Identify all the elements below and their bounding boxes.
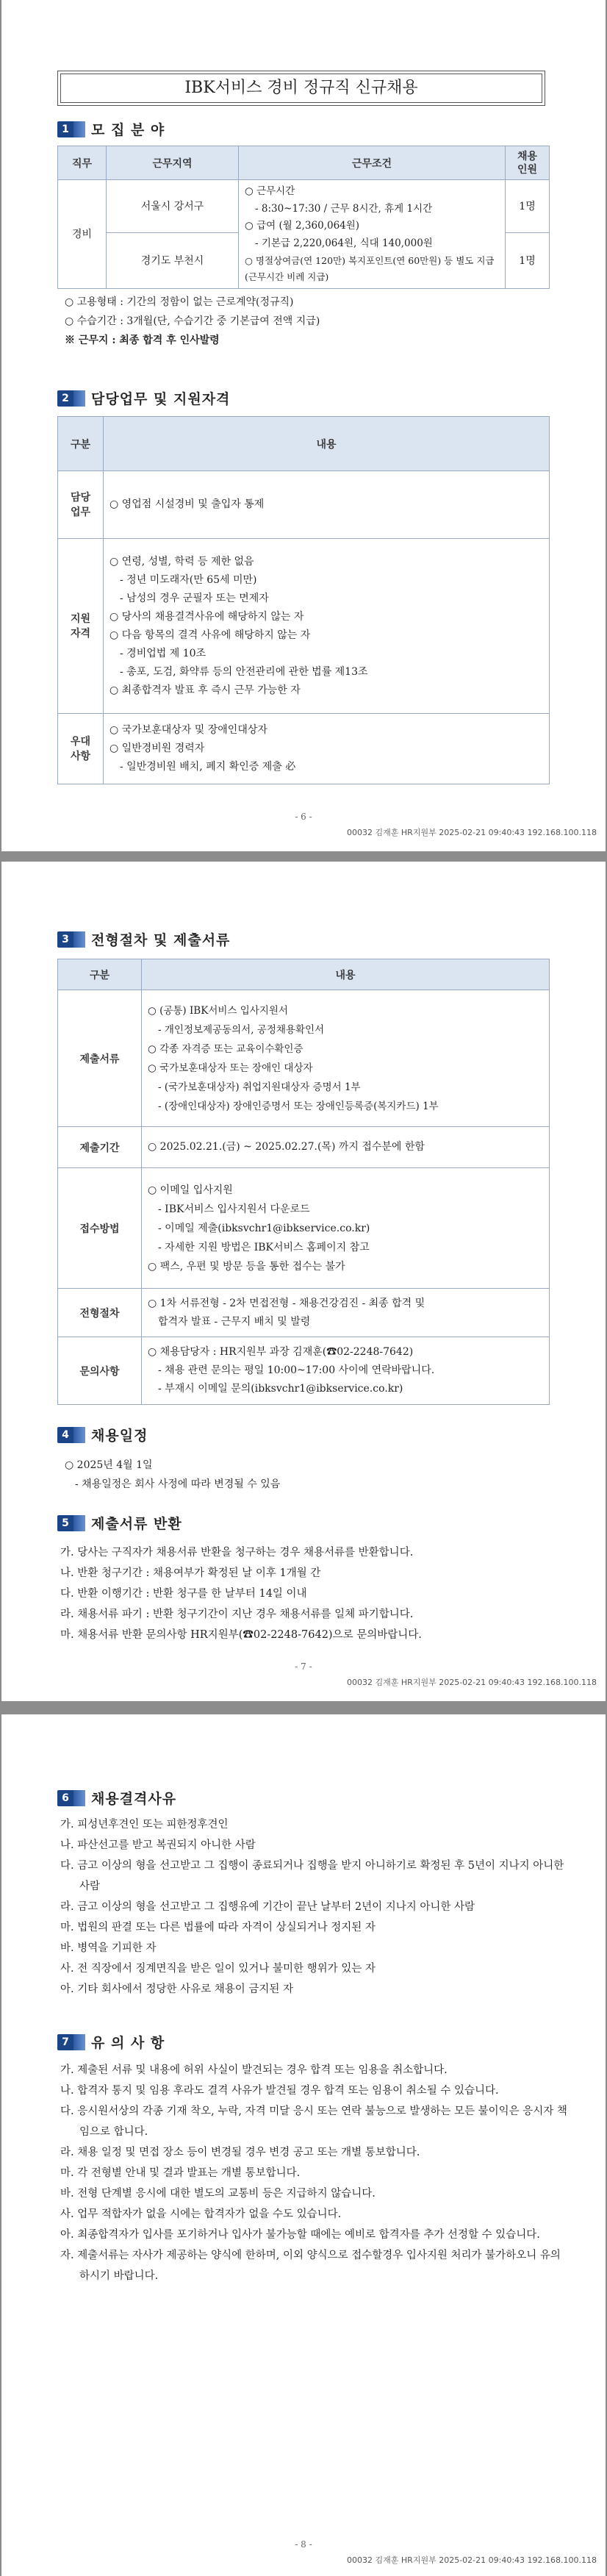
return-item: 라. 채용서류 파기 : 반환 청구기간이 지난 경우 채용서류를 일체 파기합니다. xyxy=(60,1609,414,1620)
duty-table xyxy=(57,416,550,784)
pref-line: ○ 일반경비원 경력자 xyxy=(109,743,205,754)
page-number: - 7 - xyxy=(295,1661,312,1672)
page-7 xyxy=(1,862,606,1701)
caution-item: 바. 전형 단계별 응시에 대한 별도의 교통비 등은 지급하지 않습니다. xyxy=(60,2188,376,2200)
pref-line: - 일반경비원 배치, 폐지 확인증 제출 必 xyxy=(120,761,296,773)
method-cell xyxy=(142,1168,550,1289)
caution-item: 다. 응시원서상의 각종 기재 착오, 누락, 자격 미달 응시 또는 연락 불능으로 발생하는 모든 불이익은 응시자 책임으로 합니다. xyxy=(60,2105,567,2138)
inquiry-line: ○ 채용담당자 : HR지원부 과장 김재훈(☎02-2248-7642) xyxy=(148,1346,414,1358)
note-line: ※ 근무지 : 최종 합격 후 인사발령 xyxy=(65,334,220,346)
return-item: 마. 채용서류 반환 문의사항 HR지원부(☎02-2248-7642)으로 문의바랍니다. xyxy=(60,1629,422,1641)
section-label: 제출서류 반환 xyxy=(91,1516,182,1532)
schedule-line: - 채용일정은 회사 사정에 따라 변경될 수 있음 xyxy=(75,1478,281,1490)
inquiry-line: - 채용 관련 문의는 평일 10:00~17:00 사이에 연락바랍니다. xyxy=(158,1364,435,1376)
row-label-duty: 담당 업무 xyxy=(58,471,104,539)
section-tag-icon xyxy=(73,1515,85,1531)
docs-line: - 개인정보제공동의서, 공정채용확인서 xyxy=(158,1023,325,1036)
section-heading-1 xyxy=(57,119,165,139)
section-tag-icon xyxy=(73,1427,85,1443)
docs-cell xyxy=(142,990,550,1127)
qual-line: ○ 연령, 성별, 학력 등 제한 없음 xyxy=(109,555,254,568)
notes-block xyxy=(65,293,320,350)
section-heading-3 xyxy=(57,929,230,949)
row-label-inquiry: 문의사항 xyxy=(58,1337,142,1405)
disq-item: 다. 금고 이상의 형을 선고받고 그 집행이 종료되거나 집행을 받지 아니하기로 확정된 후 5년이 지나지 아니한 사람 xyxy=(60,1860,564,1892)
section-number: 3 xyxy=(57,931,73,948)
row-label-method: 접수방법 xyxy=(58,1168,142,1289)
duty-line: ○ 영업점 시설경비 및 출입자 통제 xyxy=(109,498,265,511)
section-tag-icon xyxy=(73,931,85,948)
procedure-line: 합격자 발표 - 근무지 배치 및 발령 xyxy=(158,1315,311,1328)
qual-line: ○ 최종합격자 발표 후 즉시 근무 가능한 자 xyxy=(109,684,301,696)
condition-line: ○ 급여 (월 2,360,064원) xyxy=(245,220,360,232)
caution-item: 자. 제출서류는 자사가 제공하는 양식에 한하며, 이외 양식으로 접수할경우 입사지원 처리가 불가하오니 유의하시기 바랍니다. xyxy=(60,2250,561,2282)
caution-item: 가. 제출된 서류 및 내용에 허위 사실이 발견되는 경우 합격 또는 임용을 취소합니다. xyxy=(60,2064,448,2076)
section-tag-icon xyxy=(73,390,85,407)
schedule-block xyxy=(65,1456,280,1494)
section-heading-2 xyxy=(57,388,230,408)
th-region: 근무지역 xyxy=(107,146,239,180)
return-list xyxy=(60,1542,567,1645)
period-cell: ○ 2025.02.21.(금) ~ 2025.02.27.(목) 까지 접수분에 한함 xyxy=(142,1127,550,1168)
recruit-table xyxy=(57,146,550,289)
section-label: 모 집 분 야 xyxy=(91,122,165,138)
region-cell: 서울시 강서구 xyxy=(107,180,239,233)
condition-line: ○ 근무시간 xyxy=(245,185,295,197)
section-label: 채용결격사유 xyxy=(91,1791,177,1807)
qual-line: ○ 다음 항목의 결격 사유에 해당하지 않는 자 xyxy=(109,629,311,641)
qual-line: - 총포, 도검, 화약류 등의 안전관리에 관한 법률 제13조 xyxy=(120,665,368,678)
th-category: 구분 xyxy=(58,959,142,990)
pref-cell xyxy=(104,714,550,784)
row-label-docs: 제출서류 xyxy=(58,990,142,1127)
method-line: ○ 팩스, 우편 및 방문 등을 통한 접수는 불가 xyxy=(148,1260,345,1273)
count-cell: 1명 xyxy=(506,180,550,233)
disq-item: 사. 전 직장에서 징계면직을 받은 일이 있거나 불미한 행위가 있는 자 xyxy=(60,1963,376,1975)
docs-line: - (국가보훈대상자) 취업지원대상자 증명서 1부 xyxy=(158,1081,361,1093)
th-count: 채용 인원 xyxy=(506,146,550,180)
disq-item: 아. 기타 회사에서 정당한 사유로 채용이 금지된 자 xyxy=(60,1983,294,1995)
row-label-period: 제출기간 xyxy=(58,1127,142,1168)
qual-line: ○ 당사의 채용결격사유에 해당하지 않는 자 xyxy=(109,610,304,623)
disq-item: 가. 피성년후견인 또는 피한정후견인 xyxy=(60,1819,229,1831)
page-title: IBK서비스 경비 정규직 신규채용 xyxy=(57,71,545,106)
th-job: 직무 xyxy=(58,146,107,180)
docs-line: ○ 각종 자격증 또는 교육이수확인증 xyxy=(148,1042,304,1055)
section-number: 1 xyxy=(57,121,73,137)
procedure-cell xyxy=(142,1289,550,1337)
pref-line: ○ 국가보훈대상자 및 장애인대상자 xyxy=(109,724,267,736)
section-number: 2 xyxy=(57,390,73,407)
row-label-qual: 지원 자격 xyxy=(58,539,104,714)
row-label-pref: 우대 사항 xyxy=(58,714,104,784)
section-tag-icon xyxy=(73,121,85,137)
disq-item: 나. 파산선고를 받고 복권되지 아니한 사람 xyxy=(60,1839,256,1851)
duty-cell xyxy=(104,471,550,539)
method-line: - IBK서비스 입사지원서 다운로드 xyxy=(158,1203,310,1215)
qual-line: - 경비업법 제 10조 xyxy=(120,647,206,659)
disq-item: 마. 법원의 판결 또는 다른 법률에 따라 자격이 상실되거나 정지된 자 xyxy=(60,1922,376,1933)
caution-item: 사. 업무 적합자가 없을 시에는 합격자가 없을 수도 있습니다. xyxy=(60,2208,342,2220)
schedule-line: ○ 2025년 4월 1일 xyxy=(65,1459,153,1471)
conditions-cell xyxy=(239,180,506,289)
section-heading-4 xyxy=(57,1425,148,1445)
section-tag-icon xyxy=(73,2034,85,2050)
disq-item: 라. 금고 이상의 형을 선고받고 그 집행유예 기간이 끝난 날부터 2년이 지나지 아니한 사람 xyxy=(60,1901,475,1913)
row-label-procedure: 전형절차 xyxy=(58,1289,142,1337)
inquiry-line: - 부재시 이메일 문의(ibksvchr1@ibkservice.co.kr) xyxy=(158,1383,403,1395)
caution-item: 나. 합격자 통지 및 임용 후라도 결격 사유가 발견될 경우 합격 또는 임용이 취소될 수 있습니다. xyxy=(60,2085,499,2097)
note-line: ○ 수습기간 : 3개월(단, 수습기간 중 기본급여 전액 지급) xyxy=(65,315,320,327)
disqualification-list xyxy=(60,1814,567,2000)
process-table xyxy=(57,959,550,1405)
region-cell: 경기도 부천시 xyxy=(107,232,239,288)
section-number: 7 xyxy=(57,2034,73,2050)
note-line: ○ 고용형태 : 기간의 정함이 없는 근로계약(정규직) xyxy=(65,296,294,308)
section-heading-7 xyxy=(57,2032,165,2052)
inquiry-cell xyxy=(142,1337,550,1405)
section-number: 5 xyxy=(57,1515,73,1531)
section-label: 전형절차 및 제출서류 xyxy=(91,932,231,948)
section-label: 유 의 사 항 xyxy=(91,2035,165,2051)
watermark: 00032 김재훈 HR지원부 2025-02-21 09:40:43 192.168.100.118 xyxy=(347,1678,597,1687)
caution-list xyxy=(60,2060,567,2286)
qual-line: - 남성의 경우 군필자 또는 면제자 xyxy=(120,592,269,604)
th-conditions: 근무조건 xyxy=(239,146,506,180)
caution-item: 마. 각 전형별 안내 및 결과 발표는 개별 통보합니다. xyxy=(60,2167,301,2179)
section-number: 4 xyxy=(57,1427,73,1443)
th-content: 내용 xyxy=(142,959,550,990)
section-heading-6 xyxy=(57,1788,176,1808)
qual-line: - 정년 미도래자(만 65세 미만) xyxy=(120,573,257,586)
count-cell: 1명 xyxy=(506,232,550,288)
page-number: - 8 - xyxy=(295,2539,312,2550)
section-number: 6 xyxy=(57,1790,73,1806)
section-label: 담당업무 및 지원자격 xyxy=(91,391,231,407)
section-label: 채용일정 xyxy=(91,1428,148,1444)
page-6 xyxy=(1,0,606,851)
th-category: 구분 xyxy=(58,417,104,471)
watermark: 00032 김재훈 HR지원부 2025-02-21 09:40:43 192.168.100.118 xyxy=(347,2555,597,2565)
job-cell: 경비 xyxy=(58,180,107,289)
qual-cell xyxy=(104,539,550,714)
return-item: 나. 반환 청구기간 : 채용여부가 확정된 날 이후 1개월 간 xyxy=(60,1567,321,1579)
page-8 xyxy=(1,1714,606,2576)
caution-item: 라. 채용 일정 및 면접 장소 등이 변경될 경우 변경 공고 또는 개별 통보합니다. xyxy=(60,2147,420,2158)
method-line: - 이메일 제출(ibksvchr1@ibkservice.co.kr) xyxy=(158,1222,370,1234)
docs-line: ○ 국가보훈대상자 또는 장애인 대상자 xyxy=(148,1062,313,1074)
return-item: 가. 당사는 구직자가 채용서류 반환을 청구하는 경우 채용서류를 반환합니다. xyxy=(60,1547,414,1559)
condition-line: - 기본급 2,220,064원, 식대 140,000원 xyxy=(255,237,433,249)
docs-line: - (장애인대상자) 장애인증명서 또는 장애인등록증(복지카드) 1부 xyxy=(158,1100,439,1112)
method-line: - 자세한 지원 방법은 IBK서비스 홈페이지 참고 xyxy=(158,1241,370,1253)
docs-line: ○ (공통) IBK서비스 입사지원서 xyxy=(148,1004,288,1017)
th-content: 내용 xyxy=(104,417,550,471)
page-number: - 6 - xyxy=(295,812,312,822)
caution-item: 아. 최종합격자가 입사를 포기하거나 입사가 불가능할 때에는 예비로 합격자를 추가 선정할 수 있습니다. xyxy=(60,2229,540,2241)
method-line: ○ 이메일 입사지원 xyxy=(148,1184,233,1196)
section-heading-5 xyxy=(57,1513,182,1533)
disq-item: 바. 병역을 기피한 자 xyxy=(60,1942,157,1954)
return-item: 다. 반환 이행기간 : 반환 청구를 한 날부터 14일 이내 xyxy=(60,1588,307,1600)
procedure-line: ○ 1차 서류전형 - 2차 면접전형 - 채용건강검진 - 최종 합격 및 xyxy=(148,1297,425,1309)
section-tag-icon xyxy=(73,1790,85,1806)
condition-line: ○ 명절상여금(연 120만) 복지포인트(연 60만원) 등 별도 지급 (근무시간 비례 지급) xyxy=(245,254,495,282)
watermark: 00032 김재훈 HR지원부 2025-02-21 09:40:43 192.168.100.118 xyxy=(347,828,597,837)
condition-line: - 8:30~17:30 / 근무 8시간, 휴게 1시간 xyxy=(255,202,433,215)
